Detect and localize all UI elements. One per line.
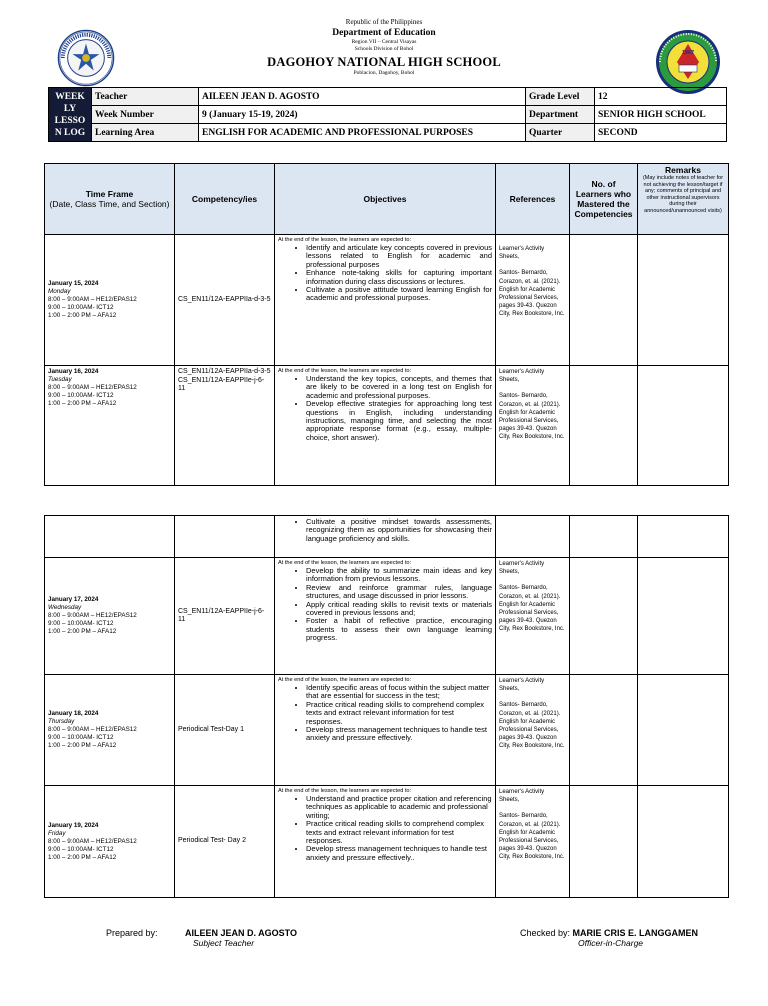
objectives-cell: At the end of the lesson, the learners are expected to: • Understand and practice proper citation and referencing techniques as applicable to academic and professional writing; • Practice critical reading skills to comprehend complex texts and extract relevant information for test responses. • Develop stress management techniques to handle test anxiety and pressure effectively.. [275,786,496,898]
remarks-cell [638,366,729,486]
time-frame-cell: January 15, 2024 Monday 8:00 – 9:00AM – HE12/EPAS12 9:00 – 10:00AM- ICT12 1:00 – 2:00 PM – AFA12 [45,235,175,366]
objective-item: • Develop stress management techniques to handle test anxiety and pressure effectively.. [306,845,492,862]
competency-cell [175,516,275,558]
objective-item: • Cultivate a positive attitude toward learning English for academic and professional purposes. [306,286,492,303]
col-mastered: No. of Learners who Mastered the Competencies [570,164,638,235]
table-row [45,786,729,898]
remarks-cell [638,675,729,786]
references-cell [496,516,570,558]
school-address: Poblacion, Dagohoy, Bohol [353,70,415,76]
objective-item: • Cultivate a positive mindset towards assessments, recognizing them as opportunities for showcasing their language proficiency and skills. [306,518,492,543]
competency-cell: CS_EN11/12A-EAPPIIa-d-3-5 CS_EN11/12A-EAPPIIe-j-6-11 [175,366,275,486]
objective-item: • Practice critical reading skills to comprehend complex texts and extract relevant information for test responses. [306,820,492,845]
objective-item: • Develop stress management techniques to handle test anxiety and pressure effectively. [306,726,492,743]
objectives-cell: At the end of the lesson, the learners are expected to: • Identify specific areas of focus within the subject matter that are essential for success in the test; • Practice critical reading skills to comprehend complex texts and extract relevant information for test responses. • Develop stress management techniques to handle test anxiety and pressure effectively. [275,675,496,786]
objectives-cell [275,516,496,558]
time-frame-cell [45,516,175,558]
remarks-cell [638,516,729,558]
quarter-value: SECOND [595,124,727,142]
col-competency: Competency/ies [175,164,275,235]
checked-by-name: MARIE CRIS E. LANGGAMEN [572,928,699,938]
col-references: References [496,164,570,235]
competency-cell: Periodical Test-Day 1 [175,675,275,786]
teacher-value: AILEEN JEAN D. AGOSTO [199,88,526,106]
competency-cell: CS_EN11/12A-EAPPIIe-j-6-11 [175,558,275,675]
mastered-cell [570,675,638,786]
table-row [45,366,729,486]
department-value: SENIOR HIGH SCHOOL [595,106,727,124]
school-seal-year: 1967 [681,50,695,56]
table-row [45,558,729,675]
grade-level-label: Grade Level [526,88,595,106]
time-frame-cell: January 17, 2024 Wednesday 8:00 – 9:00AM – HE12/EPAS12 9:00 – 10:00AM- ICT12 1:00 – 2:00 PM – AFA12 [45,558,175,675]
objective-item: • Apply critical reading skills to revisit texts or materials covered in previous lessons and; [306,601,492,618]
references-cell: Learner's Activity Sheets, Santos- Bernardo, Corazon, et. al. (2021). English for Academic Professional Services, pages 39-43. Quezon City, Rex Bookstore, Inc. [496,786,570,898]
col-time-frame: Time Frame (Date, Class Time, and Section) [45,164,175,235]
learning-area-value: ENGLISH FOR ACADEMIC AND PROFESSIONAL PURPOSES [199,124,526,142]
objective-item: • Review and reinforce grammar rules, language structures, and usage discussed in prior lessons. [306,584,492,601]
checked-by-label: Checked by: [520,928,571,938]
competency-cell: CS_EN11/12A-EAPPIIa-d-3-5 [175,235,275,366]
department-text: Department of Education [332,28,436,38]
mastered-cell [570,235,638,366]
time-frame-cell: January 18, 2024 Thursday 8:00 – 9:00AM – HE12/EPAS12 9:00 – 10:00AM- ICT12 1:00 – 2:00 PM – AFA12 [45,675,175,786]
references-cell: Learner's Activity Sheets, Santos- Bernardo, Corazon, et. al. (2021). English for Academic Professional Services, pages 39-43. Quezon City, Rex Bookstore, Inc. [496,675,570,786]
week-number-value: 9 (January 15-19, 2024) [199,106,526,124]
mastered-cell [570,516,638,558]
objective-item: • Identify specific areas of focus within the subject matter that are essential for success in the test; [306,684,492,701]
references-cell: Learner's Activity Sheets, Santos- Bernardo, Corazon, et. al. (2021). English for Academic Professional Services, pages 39-43. Quezon City, Rex Bookstore, Inc. [496,366,570,486]
division-text: Schools Division of Bohol [354,46,414,52]
teacher-label: Teacher [92,88,199,106]
objective-item: • Develop the ability to summarize main ideas and key information from previous lessons. [306,567,492,584]
learning-area-label: Learning Area [92,124,199,142]
objective-item: • Understand and practice proper citation and referencing techniques as applicable to academic and professional writing; [306,795,492,820]
weekly-lesson-log-label: WEEK LY LESSO N LOG [49,88,92,142]
references-cell: Learner's Activity Sheets, Santos- Bernardo, Corazon, et. al. (2021). English for Academic Professional Services, pages 39-43. Quezon City, Rex Bookstore, Inc. [496,558,570,675]
grade-level-value: 12 [595,88,727,106]
lesson-info-table [48,87,727,142]
objective-item: • Practice critical reading skills to comprehend complex texts and extract relevant information for test responses. [306,701,492,726]
remarks-cell [638,558,729,675]
objectives-cell: At the end of the lesson, the learners are expected to: • Develop the ability to summarize main ideas and key information from previous lessons. • Review and reinforce grammar rules, language structures, and usage discussed in prior lessons. • Apply critical reading skills to revisit texts or materials covered in previous lessons and; • Foster a habit of reflective practice, encouraging students to assess their own language learning progress. [275,558,496,675]
mastered-cell [570,558,638,675]
lesson-log-table [44,163,729,486]
letterhead [0,18,768,77]
remarks-cell [638,786,729,898]
objective-item: • Identify and articulate key concepts covered in previous lessons related to English for academic and professional purposes [306,244,492,269]
objective-item: • Foster a habit of reflective practice, encouraging students to assess their own language learning progress. [306,617,492,642]
checked-by-title: Officer-in-Charge [578,938,644,948]
checked-by-block [520,928,698,948]
objective-item: • Understand the key topics, concepts, and themes that are likely to be covered in a long test on English for academic and professional purposes. [306,375,492,400]
prepared-by-block [185,928,297,948]
region-text: Region VII – Central Visayas [351,39,417,45]
objectives-cell: At the end of the lesson, the learners are expected to: • Understand the key topics, concepts, and themes that are likely to be covered in a long test on English for academic and professional purposes. • Develop effective strategies for approaching long test questions in English, including understanding instructions, managing time, and selecting the most appropriate response format (e.g., essay, multiple-choice, short answer). [275,366,496,486]
school-name: DAGOHOY NATIONAL HIGH SCHOOL [267,55,501,69]
lesson-log-table-continued [44,515,729,898]
republic-text: Republic of the Philippines [345,18,423,26]
time-frame-cell: January 19, 2024 Friday 8:00 – 9:00AM – HE12/EPAS12 9:00 – 10:00AM- ICT12 1:00 – 2:00 PM – AFA12 [45,786,175,898]
prepared-by-name: AILEEN JEAN D. AGOSTO [185,928,298,938]
mastered-cell [570,366,638,486]
objective-item: • Develop effective strategies for approaching long test questions in English, including understanding instructions, managing time, and selecting the most appropriate response format (e.g., essay, multiple-choice, short answer). [306,400,492,442]
time-frame-cell: January 16, 2024 Tuesday 8:00 – 9:00AM – HE12/EPAS12 9:00 – 10:00AM- ICT12 1:00 – 2:00 PM – AFA12 [45,366,175,486]
objective-item: • Enhance note-taking skills for capturing important information during class discussions or lectures. [306,269,492,286]
prepared-by-title: Subject Teacher [193,938,255,948]
prepared-by-label: Prepared by: [106,928,158,938]
references-cell: Learner's Activity Sheets, Santos- Bernardo, Corazon, et. al. (2021). English for Academic Professional Services, pages 39-43. Quezon City, Rex Bookstore, Inc. [496,235,570,366]
table-row [45,675,729,786]
quarter-label: Quarter [526,124,595,142]
table-row [45,235,729,366]
week-number-label: Week Number [92,106,199,124]
table-row [45,516,729,558]
mastered-cell [570,786,638,898]
remarks-cell [638,235,729,366]
col-remarks: Remarks (May include notes of teacher for not achieving the lesson/target if any; comments of principal and other instructional supervisors during their announced/unannounced visits) [638,164,729,235]
department-label: Department [526,106,595,124]
objectives-cell: At the end of the lesson, the learners are expected to: • Identify and articulate key concepts covered in previous lessons related to English for academic and professional purposes • Enhance note-taking skills for capturing important information during class discussions or lectures. • Cultivate a positive attitude toward learning English for academic and professional purposes. [275,235,496,366]
col-objectives: Objectives [275,164,496,235]
competency-cell: Periodical Test- Day 2 [175,786,275,898]
